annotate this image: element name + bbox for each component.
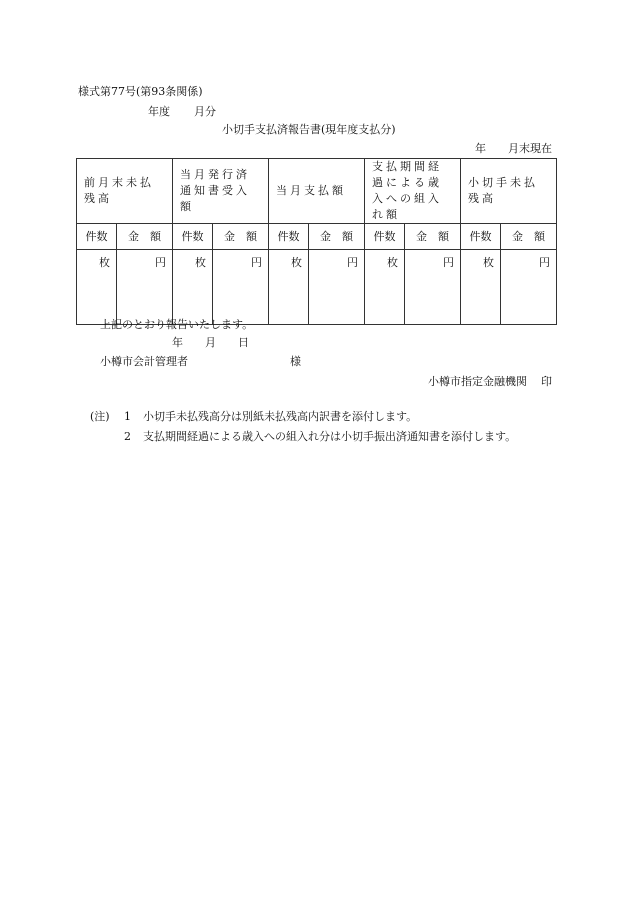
seal-mark: 印 xyxy=(541,375,552,388)
report-date xyxy=(172,337,249,348)
amount-header: 金 額 xyxy=(309,223,365,249)
amount-cell[interactable] xyxy=(117,249,173,324)
count-unit: 枚 xyxy=(387,255,398,269)
date-day-label: 日 xyxy=(238,336,249,349)
date-month-label: 月 xyxy=(205,336,216,349)
amount-header: 金 額 xyxy=(501,223,557,249)
amount-unit: 円 xyxy=(251,255,262,269)
form-number: 様式第77号(第93条関係) xyxy=(78,85,203,98)
note-number: 2 xyxy=(124,430,131,443)
count-cell[interactable] xyxy=(173,249,213,324)
amount-unit: 円 xyxy=(347,255,358,269)
sender xyxy=(428,376,552,387)
amount-cell[interactable] xyxy=(405,249,461,324)
count-header: 件数 xyxy=(77,223,117,249)
count-unit: 枚 xyxy=(99,255,110,269)
amount-unit: 円 xyxy=(155,255,166,269)
notes-label: (注) xyxy=(90,410,110,423)
amount-header: 金 額 xyxy=(405,223,461,249)
group-header-check-unpaid: 小切手未払残高 xyxy=(461,159,557,224)
as-of-year-label: 年 xyxy=(475,142,486,155)
column-header-row xyxy=(77,223,557,249)
addressee: 小樽市会計管理者 xyxy=(100,355,188,368)
count-cell[interactable] xyxy=(365,249,405,324)
report-table xyxy=(76,158,557,325)
group-header-prev-month-unpaid: 前月末未払残高 xyxy=(77,159,173,224)
amount-header: 金 額 xyxy=(117,223,173,249)
count-cell[interactable] xyxy=(269,249,309,324)
group-header-issued-notices: 当月発行済通知書受入額 xyxy=(173,159,269,224)
amount-cell[interactable] xyxy=(309,249,365,324)
count-unit: 枚 xyxy=(195,255,206,269)
month-label: 月分 xyxy=(194,105,216,118)
report-statement: 上記のとおり報告いたします。 xyxy=(100,318,254,331)
count-header: 件数 xyxy=(269,223,309,249)
count-header: 件数 xyxy=(461,223,501,249)
amount-unit: 円 xyxy=(443,255,454,269)
sender-name: 小樽市指定金融機関 xyxy=(428,375,527,388)
count-header: 件数 xyxy=(365,223,405,249)
note-text: 支払期間経過による歳入への組入れ分は小切手振出済通知書を添付します。 xyxy=(143,430,517,443)
group-header-paid-this-month: 当月支払額 xyxy=(269,159,365,224)
count-cell[interactable] xyxy=(461,249,501,324)
note-text: 小切手未払残高分は別紙未払残高内訳書を添付します。 xyxy=(143,410,418,423)
amount-cell[interactable] xyxy=(213,249,269,324)
count-unit: 枚 xyxy=(483,255,494,269)
as-of-date xyxy=(475,143,552,154)
entry-row xyxy=(77,249,557,324)
count-header: 件数 xyxy=(173,223,213,249)
group-header-row xyxy=(77,159,557,224)
report-period xyxy=(148,106,216,117)
addressee-honorific: 様 xyxy=(290,355,301,368)
as-of-month-label: 月末現在 xyxy=(508,142,552,155)
count-cell[interactable] xyxy=(77,249,117,324)
amount-unit: 円 xyxy=(539,255,550,269)
count-unit: 枚 xyxy=(291,255,302,269)
amount-cell[interactable] xyxy=(501,249,557,324)
group-header-revenue-transfer: 支払期間経過による歳入への組入れ額 xyxy=(365,159,461,224)
document-title: 小切手支払済報告書(現年度支払分) xyxy=(222,123,396,136)
note-number: 1 xyxy=(124,410,131,423)
amount-header: 金 額 xyxy=(213,223,269,249)
date-year-label: 年 xyxy=(172,336,183,349)
fiscal-year-label: 年度 xyxy=(148,105,170,118)
